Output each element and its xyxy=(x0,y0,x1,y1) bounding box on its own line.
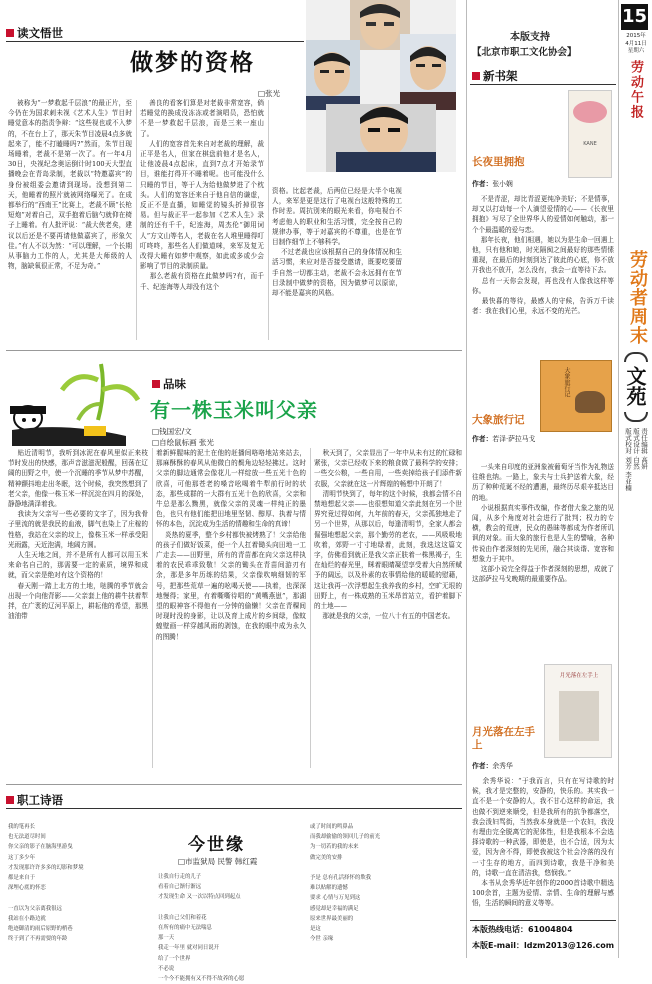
book-cover-3 xyxy=(544,664,612,758)
corn-col-3: 秋天到了，父亲显出了一年中从未有过的忙碌和紧张，父亲已经收下来的粮食做了最科学的安排；一些交公粮，一些自用，一些卖掉给孩子们添件新衣服，父亲就在这一片辉煌的畅想中开朗了！ 清明节快到了，每年的这个时候，我都会情不自禁地想起父亲——也很想知道父亲此刻在另一个世界究竟过得如何，九年前的春天，父亲孤独地走了另一个世界，从那以后，每逢清明节，全家人都会倔强地想起父亲，那个勤劳的老农，——风吸吸地吹着，郊野一寸寸地绿着，此刻，我选这这篇文字，仿佛看到就正是我父亲正肤着一株黑褐子，生在灿烂的春光里，眯着眼睛凝望享受着大自然所赋予的阔远，以及朴素的农事情给他的暖暖的慰藉，这让我再一次浮想起生我养我的乡村，空旷无垠的田野上，有一株成熟的玉米昂首站立，看护着脚下的土地—— 那就是我的父亲，一位八十有五的中国老农。 xyxy=(314,449,462,621)
book-cover-1-text: KANE xyxy=(583,141,597,147)
masthead: 劳动午报 xyxy=(628,60,643,120)
contact-phone: 本版热线电话：61004804 xyxy=(472,925,573,934)
side-section-sub: 文苑 xyxy=(623,366,647,406)
book-cover-2 xyxy=(540,360,612,432)
section-head-bookshelf: 新书架 xyxy=(472,68,518,84)
sidebar-divider xyxy=(618,0,619,958)
date-day: 4月11日 xyxy=(625,40,647,47)
reading-top-rule xyxy=(6,41,304,42)
editor-1: 责任编辑 高妍 xyxy=(640,428,648,470)
reading-title: 做梦的资格 xyxy=(130,50,255,76)
book-author-1: 作者：张小娴 xyxy=(472,180,513,188)
section-head-reading: 读文悟世 xyxy=(6,25,63,41)
book-desc-2: 一头来自印度的亚洲象被葡萄牙当作为礼物送往维也纳。一路上，象夫与士兵护送着大象，经历了种种荒诞不经的遭遇，最终历尽艰辛抵达目的地。 小说根据真实事件改编，作者借大象之旅的见闻，从多个角度对社会进行了批判；权力的专横，教会的荒唐，民众的愚昧等都成为作者所讥讽的对象。而大象的旅行也是人生的譬喻，各种传说由作者深刻的先见所，融合其谈谐、宽容和想象力于其中。 这部小说完全得益于作者深刻的思想，成就了这部萨拉马戈晚期的最重要作品。 xyxy=(472,463,614,584)
editors-block xyxy=(624,428,650,538)
book-desc-1: 不是青涩，却比青涩更纯净美好；不是情事，却又以打动每一个人滴望爱情的心——《长夜里拥抱》写尽了全世界华人的爱情如何触动，那一个个最温暖的爱与恋。 那年长夜，他们相遇，她以为是生命一回遇上他，只有他和她，时光隔阂之间最好的那些情愫重现，在最后的时刻到达了彼此的心底，你不放开我也不放开，怎么没有，我会一直等待下去。 总有一天你会发现，再也没有人像我这样等你。 最快暮的等待，最感人的守候，告诉万千读者：我在我们心里，永远不变的光芒。 xyxy=(472,195,615,316)
sponsor-line-2: 【北京市职工文化协会】 xyxy=(472,47,577,58)
editor-3: 版式校对 刘芳 李亚楠 xyxy=(624,428,632,491)
corn-col-1: 贴近清明节，我听到冰泥在春风里似正来枝节时发出的快感，那声音滋滋泥般醒，回荡在辽阔的田野之中，使一个沉睡的季节从梦中苏醒，精神颤抖地走出冬眠，这个时候，我突然想到了老父亲，他像一株玉米一样沉淀在四月的深处，静静地满泽着我。 我读为父亲写一些必要的文字了，因为我骨子里流的就是我民的血液，脚气也染上了庄稼的性格，我站在父亲的坟上，像株玉米一样承受阳光雨露，天近泡满，地阔方圆。 人生天地之间，并不是所有人都可以用玉米来命名自己的，那需要一定的素质，境界和成就，而父亲是绝对有这个资格的！ 春天刚一踏上北方的土地，哒腾的季节就会出现一个向他背影——父亲套上他的耕牛扶着犁拌，在广袤的辽河平原上，耕耘他的希望，那黑油油带 xyxy=(8,449,149,621)
poetry-col-3: 或了时间的鸣鼻品 而我却偷偷的领回儿子的前光 为一切若的我的未来 做完美的安排 予是 总有孔活择怀的欺我 难以贴解的遗憾 要求 心情与万见到这 感觉却是幸福的满足 原来世界最美丽的 是这 今世 亲缘 xyxy=(310,824,381,943)
book-cover-3-text: 月光落在左手上 xyxy=(559,673,599,679)
book-title-2: 大象旅行记 xyxy=(472,414,525,426)
book-title-3: 月光落在左手上 xyxy=(472,726,535,751)
corn-col-2: 着新鲜腥味的泥土在他的赶播间咯咯地站来站去，那麻酥酥的春风从他微白的鬓角边轻轻拂过。这时父亲的脚边通常会像花儿一样绽放一些五光十色的欣喜，可他那苍老的嗓音吆喝着牛犁前行时的状态，那些成群的一大群有五光十色的欣喜，父亲和牛总是那么黝黑，就像父亲的灵魂一样纯正的墨色，也只有他们能把田地里坚韧、醇厚、执着与情怀的本色，沉淀成为生活的情趣和生命的真谛！ 炎热的夏季，整个乡村都快被烤熟了！父亲给他的孩子们做好饭菜，便一个人扛着锄头向田地一工广走去——田野里，所有的青苗都在向父亲这样执着的农民乖乖致敬！父亲的锄头在青苗间游刃有余，那是多年历练的结果，父亲像吹响细韧的军号，把那些荒草一遍的吆喝天使——执着，也深深地慢得；家里，有着嘶嘶待唱的“黄嘴燕崽”，那湖望的眼神容不得他有一分钟的偷懒！父亲在青稞间时现时没的身影，让以及育上成片的乡间绿，像蚊蝗壁画一样穿越风雨的剥蚀，在我的眼中成为永久的图腾！ xyxy=(156,449,307,641)
reading-col-2: 善良的看客们算是对老裁非常宽容，倘若睡觉的换成没冻冻或者演唱员，恐怕就不是一梦救起千层浪，而是三来一座山了。 人们的宽容首先来自对老裁的理解，裁正平是名人，但家在棋盘前他才是名人，让他凌晨4点起床，直到7点才开始录节目，谁能打得开不睡着呢。也可能没什么只睡的节目，等于人为给他做梦进了个枕头。人们的宽容还来自于他自信的谦虚，反正不是直播，如睡觉的镜头折掉很容易。但与裁正平一起参加《艺术人生》录制的还有千千，纪连海，周杰伦“御用词人”方文山等名人，老裁在名人堆里睡得叮叮咚咚，那些名人们做道咪，来军及复无改得大睡有如梦中观察，如此或多或少会影响了节目的录制质量。 那么老裁有资格在此做梦吗?有，而千千、纪连海等人却没有这个 xyxy=(140,99,264,291)
editor-2: 版式设计 白然 xyxy=(632,428,640,470)
corn-author-1: □钱国宏/文 xyxy=(152,427,192,436)
corn-author-2: □自绘鼠标画 张光 xyxy=(152,438,214,447)
sponsor-line-1: 本版支持 xyxy=(510,32,550,43)
side-section-paren-top xyxy=(624,352,648,362)
section-head-poetry: 职工诗语 xyxy=(6,792,63,808)
book-author-3: 作者：余秀华 xyxy=(472,762,513,770)
side-section-paren-bottom xyxy=(624,412,648,422)
date-weekday: 星期六 xyxy=(627,48,645,54)
date-block xyxy=(621,33,651,56)
page-number: 15 xyxy=(622,6,648,27)
book-cover-1 xyxy=(568,90,612,178)
book-desc-3: 余秀华说：“于我而言，只有在写诗歌的时候，我才是完整的，安静的，快乐的。其实我一直不是一个安静的人，我不甘心这样的命运，我也做不到逆来顺受，但是我所有的抗争都落空，我会泼妇骂街，当然我本身就是一个农妇，我没有理由完全脱离它的泥体性，但是我根本不会选择诗歌的一种武器，即使是，也不合适，因为太爱，因为舍不得，即使我被这个社会冷落的没有一寸生存的地方，而四到诗歌，我是干净和美的，诗歌一直在清洁我，悠悯我。” 本书从余秀华近年创作的2000首诗歌中精选100余首，主题为爱情、亲情、生命的理解与感悟，生活的瞬间的意义等等。 xyxy=(472,777,615,908)
contact-email: 本版E-mail：ldzm2013@126.com xyxy=(472,941,615,950)
book-title-1: 长夜里拥抱 xyxy=(472,156,525,168)
reading-author: □张光 xyxy=(258,89,281,98)
poetry-title: 今世缘 xyxy=(188,835,245,855)
reading-col-3: 资格。比起老裁，后两位已经是大半个电视人，来军是更是这行了电视台这般特殊的工作时差。周抗别来的眼光来看，你电视台不考虑他人的职业和生活习惯，完全按自己的规律办事，等于对嘉宾的不尊重，也是在节目制作细节上不够科学。 不过老裁也应该根据自己的身体情况和生活习惯，来应对是否接受邀请，既要吃要留手自然一切都主动，老裁不会永远拥有在节目录制中做梦的资格，因为做梦可以原谅，却不能是嘉宾的风格。 xyxy=(272,187,403,298)
section-head-corn: 品味 xyxy=(152,376,186,392)
date-year: 2015年 xyxy=(626,33,646,39)
reading-col-1: 被称为“一梦救起千层浪”的最正片，至今仍在为国求刺未视《艺术人生》节目时睡觉意本的指责争辩：“这些视也或不入梦的，不在台上了，那天朱节目凌晨4点多就起来了，能不打瞌睡吗?”然而，朱节目现场睡着，老裁不是第一次了。有一年4月30日，央视纪念奥运倒计时100天大型直播晚会在青岛录制，老裁以“特邀嘉宾”的身份被组委会邀请到现场。没想到第二天，他睡着的照片就被网络曝光了。在成都举行的“西南王”比赛上，老裁不顾“长枪短炮”对着自己，双手抱着后脑勺就仰在椅子上睡着。有人批评说：“裁大侠老矣，建议以后还是不要再请他做嘉宾了，形象欠佳。”有人不以为然：“可以理解，一个长期从事脑力工作的人，尤其是大师级的人物，脑缺氧很正常，不足为奇。” xyxy=(8,99,132,271)
reading-photo-collage xyxy=(306,0,456,172)
side-section-title: 劳动者周末 xyxy=(627,250,648,345)
poetry-author: □市监狱局 民警 韩红霞 xyxy=(178,857,258,866)
corn-illustration xyxy=(6,360,146,446)
page-number-box xyxy=(621,4,648,30)
poetry-col-2: 让我自行走的儿子 看着自己渐行渐远 才发现生命 又一次以特点回到起点 让我自己父们和着花 在所有的痛中无法喘息 那一天 我走一年里 就对同日说开 给了一个世界 不必说 一个今不能拥有又不得不故养的心愿 xyxy=(158,874,245,983)
book-author-2: 作者：若泽·萨拉马戈 xyxy=(472,435,536,443)
corn-title: 有一株玉米叫父亲 xyxy=(150,398,318,422)
book-cover-2-text: 大象旅行记 xyxy=(563,367,570,397)
poetry-col-1: 我的笔再长 也无法道尽时间 你父亲的影子在脑海里游曳 这丁多少年 才发现那许许多多的幻影和梦境 都是来自于 深埋心底的怀恋 一直以为父亲离我很远 我站在小路边就 绝迹御清的雨后原野的梢巷 终于到了不再需要的年龄 xyxy=(8,824,84,943)
